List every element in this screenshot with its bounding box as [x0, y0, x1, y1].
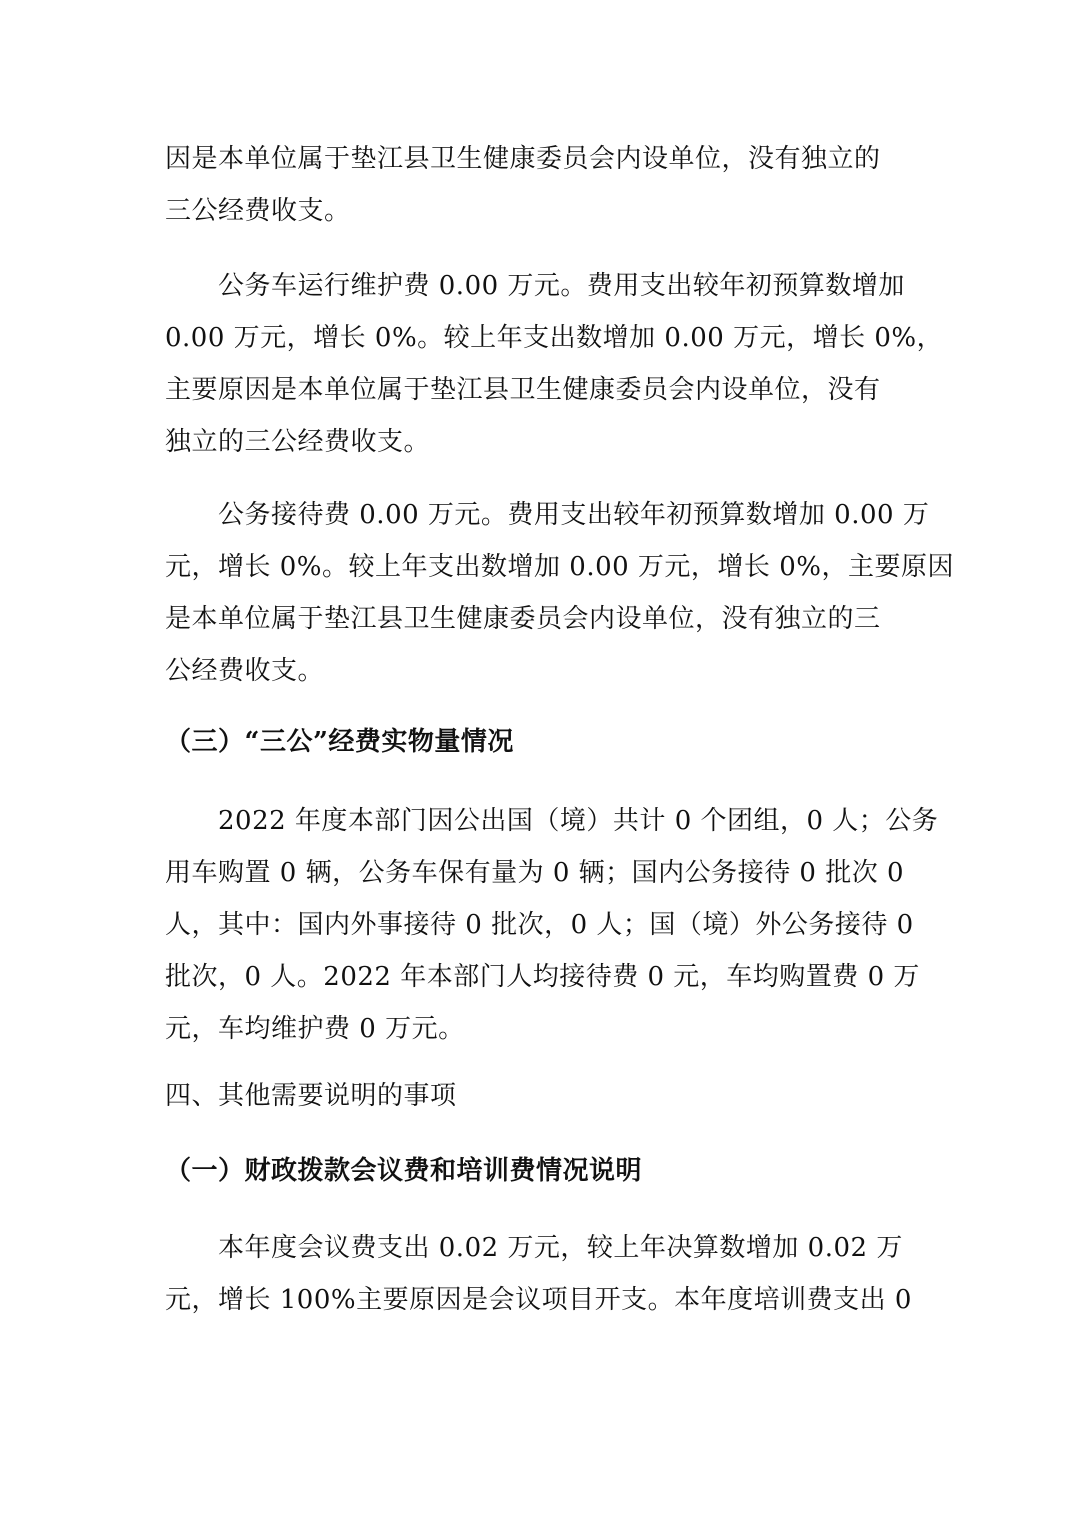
- section-heading-sangong-quantity: [165, 716, 915, 768]
- paragraph-meeting-fee: [165, 1222, 915, 1326]
- text-line: 人，其中：国内外事接待 0 批次，0 人；国（境）外公务接待 0: [165, 910, 914, 940]
- text-line: 公务车运行维护费 0.00 万元。费用支出较年初预算数增加: [165, 271, 905, 301]
- text-line: 三公经费收支。: [165, 196, 351, 226]
- text-line: 本年度会议费支出 0.02 万元，较上年决算数增加 0.02 万: [165, 1233, 903, 1263]
- text-line: 0.00 万元，增长 0%。较上年支出数增加 0.00 万元，增长 0%，: [165, 323, 944, 353]
- paragraph-quantity-details: [165, 795, 939, 1055]
- text-line: 独立的三公经费收支。: [165, 427, 431, 457]
- text-line: 公务接待费 0.00 万元。费用支出较年初预算数增加 0.00 万: [165, 500, 930, 530]
- text-line: 元，增长 0%。较上年支出数增加 0.00 万元，增长 0%，主要原因: [165, 552, 954, 582]
- section-heading-other-matters: [165, 1070, 915, 1122]
- text-line: 元，增长 100%主要原因是会议项目开支。本年度培训费支出 0: [165, 1285, 912, 1315]
- heading-text: 四、其他需要说明的事项: [165, 1081, 457, 1111]
- text-line: 元，车均维护费 0 万元。: [165, 1014, 465, 1044]
- text-line: 是本单位属于垫江县卫生健康委员会内设单位，没有独立的三: [165, 604, 881, 634]
- paragraph-vehicle-maintenance: [165, 260, 944, 468]
- text-line: 主要原因是本单位属于垫江县卫生健康委员会内设单位，没有: [165, 375, 881, 405]
- heading-text: （一）财政拨款会议费和培训费情况说明: [165, 1156, 643, 1186]
- paragraph-sangong-summary-end: [165, 133, 915, 237]
- text-line: 用车购置 0 辆，公务车保有量为 0 辆；国内公务接待 0 批次 0: [165, 858, 905, 888]
- paragraph-reception-fee: [165, 489, 954, 697]
- text-line: 批次，0 人。2022 年本部门人均接待费 0 元，车均购置费 0 万: [165, 962, 920, 992]
- text-line: 公经费收支。: [165, 656, 325, 686]
- text-line: 因是本单位属于垫江县卫生健康委员会内设单位，没有独立的: [165, 144, 881, 174]
- section-heading-meeting-training: [165, 1145, 915, 1197]
- text-line: 2022 年度本部门因公出国（境）共计 0 个团组，0 人；公务: [165, 806, 939, 836]
- heading-text: （三）“三公”经费实物量情况: [165, 727, 514, 757]
